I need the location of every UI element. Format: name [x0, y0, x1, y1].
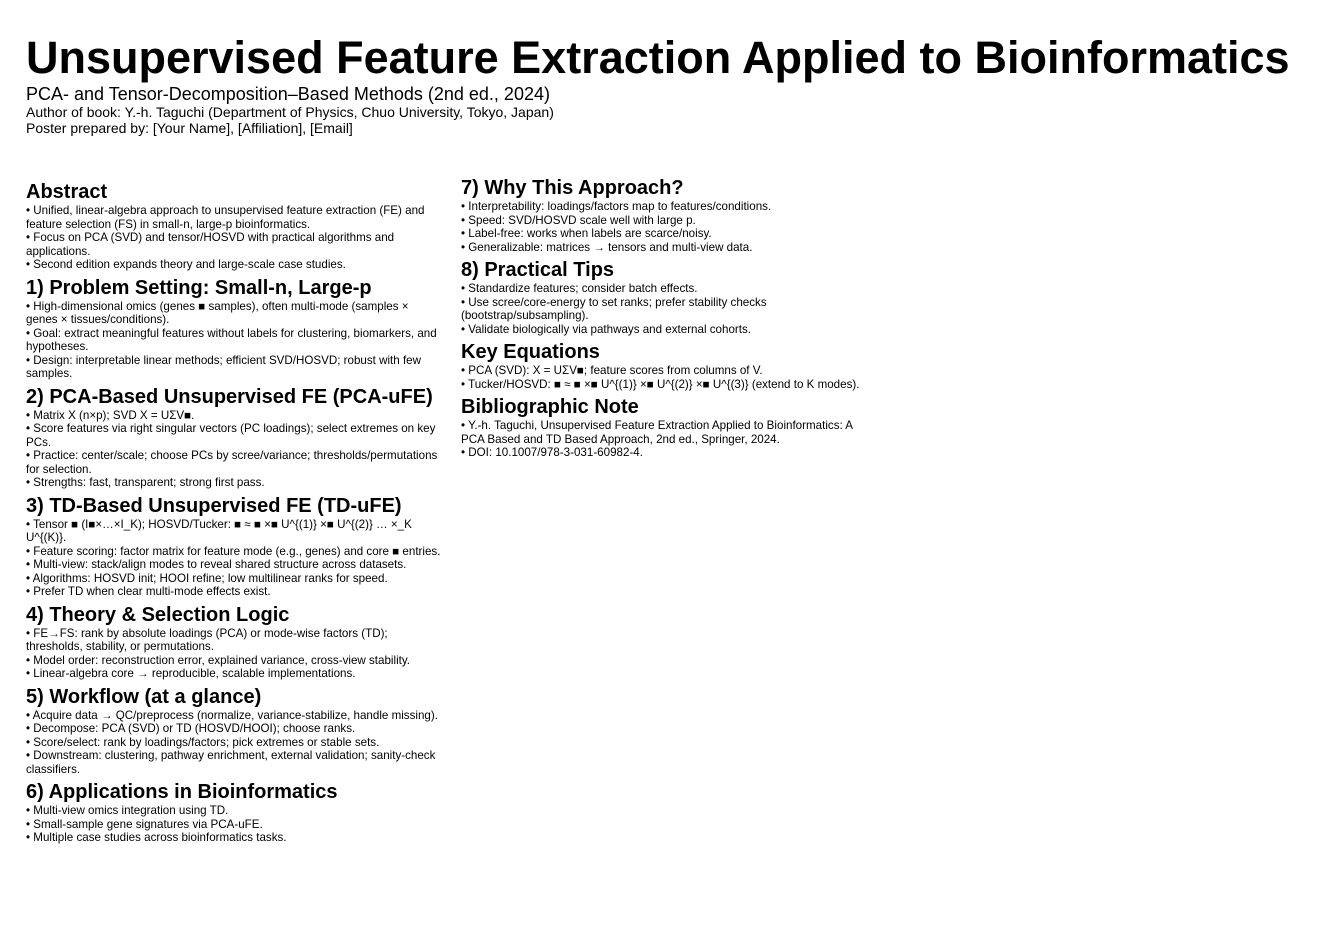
- bullet-item: • Score/select: rank by loadings/factors; pick extremes or stable sets.: [26, 736, 442, 750]
- bullet-item: • Tucker/HOSVD: ■ ≈ ■ ×■ U^{(1)} ×■ U^{(2)} ×■ U^{(3)} (extend to K modes).: [461, 378, 877, 392]
- bullet-item: • Acquire data → QC/preprocess (normalize, variance-stabilize, handle missing).: [26, 709, 442, 723]
- bullet-item: • Prefer TD when clear multi-mode effects exist.: [26, 585, 442, 599]
- section-heading: Bibliographic Note: [461, 396, 639, 418]
- bullet-list: [461, 419, 877, 460]
- section-td-ufe: [26, 496, 442, 599]
- bullet-list: [26, 627, 442, 681]
- section-workflow: [26, 687, 442, 777]
- bullet-item: • Tensor ■ (I■×…×I_K); HOSVD/Tucker: ■ ≈ ■ ×■ U^{(1)} ×■ U^{(2)} … ×_K U^{(K)}.: [26, 518, 442, 545]
- bullet-item: • Validate biologically via pathways and external cohorts.: [461, 323, 877, 337]
- section-heading: 1) Problem Setting: Small-n, Large-p: [26, 276, 372, 299]
- section-heading: 5) Workflow (at a glance): [26, 685, 262, 708]
- bullet-item: • Multi-view omics integration using TD.: [26, 804, 442, 818]
- section-heading: Key Equations: [461, 341, 600, 363]
- bullet-item: • Strengths: fast, transparent; strong first pass.: [26, 476, 442, 490]
- right-column: [461, 178, 877, 466]
- section-heading: 7) Why This Approach?: [461, 177, 684, 199]
- bullet-item: • Practice: center/scale; choose PCs by scree/variance; thresholds/permutations for selection.: [26, 449, 442, 476]
- bullet-item: • Algorithms: HOSVD init; HOOI refine; low multilinear ranks for speed.: [26, 572, 442, 586]
- bullet-item: • Y.-h. Taguchi, Unsupervised Feature Extraction Applied to Bioinformatics: A PCA Based and TD Based Approach, 2nd ed., Springer, 2024.: [461, 419, 877, 446]
- section-heading: 4) Theory & Selection Logic: [26, 603, 290, 626]
- bullet-item: • Standardize features; consider batch effects.: [461, 282, 877, 296]
- bullet-item: • Matrix X (n×p); SVD X = UΣV■.: [26, 409, 442, 423]
- bullet-item: • Goal: extract meaningful features without labels for clustering, biomarkers, and hypotheses.: [26, 327, 442, 354]
- bullet-list: [26, 518, 442, 599]
- bullet-list: [461, 364, 877, 391]
- bullet-list: [26, 409, 442, 490]
- section-practical-tips: [461, 260, 877, 336]
- bullet-item: • Second edition expands theory and large-scale case studies.: [26, 258, 442, 272]
- bullet-item: • Feature scoring: factor matrix for feature mode (e.g., genes) and core ■ entries.: [26, 545, 442, 559]
- poster-title: Unsupervised Feature Extraction Applied to Bioinformatics: [26, 32, 1290, 83]
- section-key-equations: [461, 342, 877, 391]
- bullet-item: • Generalizable: matrices → tensors and multi-view data.: [461, 241, 877, 255]
- bullet-item: • Focus on PCA (SVD) and tensor/HOSVD with practical algorithms and applications.: [26, 231, 442, 258]
- section-why: [461, 178, 877, 254]
- bullet-item: • Multiple case studies across bioinformatics tasks.: [26, 831, 442, 845]
- bullet-item: • Score features via right singular vectors (PC loadings); select extremes on key PCs.: [26, 422, 442, 449]
- bullet-item: • Downstream: clustering, pathway enrichment, external validation; sanity-check classifiers.: [26, 749, 442, 776]
- bullet-list: [461, 282, 877, 336]
- bullet-item: • Model order: reconstruction error, explained variance, cross-view stability.: [26, 654, 442, 668]
- section-heading: Abstract: [26, 181, 108, 203]
- section-applications: [26, 782, 442, 845]
- section-heading: 3) TD-Based Unsupervised FE (TD-uFE): [26, 494, 402, 517]
- bullet-item: • Unified, linear-algebra approach to unsupervised feature extraction (FE) and feature selection (FS) in small-n, large-p bioinformatics.: [26, 204, 442, 231]
- book-author: Author of book: Y.-h. Taguchi (Department of Physics, Chuo University, Tokyo, Japan): [26, 104, 554, 120]
- bullet-list: [26, 709, 442, 777]
- bullet-list: [26, 804, 442, 845]
- bullet-item: • FE→FS: rank by absolute loadings (PCA) or mode-wise factors (TD); thresholds, stability, or permutations.: [26, 627, 442, 654]
- section-heading: 2) PCA-Based Unsupervised FE (PCA-uFE): [26, 385, 433, 408]
- section-abstract: [26, 182, 442, 272]
- section-bibliographic-note: [461, 397, 877, 460]
- bullet-item: • High-dimensional omics (genes ■ samples), often multi-mode (samples × genes × tissues/conditions).: [26, 300, 442, 327]
- bullet-item: • Interpretability: loadings/factors map to features/conditions.: [461, 200, 877, 214]
- section-heading: 6) Applications in Bioinformatics: [26, 781, 338, 803]
- poster-header: [26, 34, 1306, 136]
- bullet-item: • Use scree/core-energy to set ranks; prefer stability checks (bootstrap/subsampling).: [461, 296, 877, 323]
- bullet-item: • Speed: SVD/HOSVD scale well with large p.: [461, 214, 877, 228]
- bullet-item: • PCA (SVD): X = UΣV■; feature scores from columns of V.: [461, 364, 877, 378]
- section-heading: 8) Practical Tips: [461, 259, 615, 281]
- bullet-list: [461, 200, 877, 254]
- section-problem-setting: [26, 278, 442, 381]
- section-theory: [26, 605, 442, 681]
- bullet-item: • Multi-view: stack/align modes to reveal shared structure across datasets.: [26, 558, 442, 572]
- bullet-item: • Small-sample gene signatures via PCA-uFE.: [26, 818, 442, 832]
- section-pca-ufe: [26, 387, 442, 490]
- bullet-item: • Label-free: works when labels are scarce/noisy.: [461, 227, 877, 241]
- bullet-item: • Decompose: PCA (SVD) or TD (HOSVD/HOOI); choose ranks.: [26, 722, 442, 736]
- bullet-item: • Design: interpretable linear methods; efficient SVD/HOSVD; robust with few samples.: [26, 354, 442, 381]
- left-column: [26, 182, 442, 851]
- bullet-list: [26, 300, 442, 381]
- poster-preparer: Poster prepared by: [Your Name], [Affiliation], [Email]: [26, 120, 353, 136]
- poster-subtitle: PCA- and Tensor-Decomposition–Based Methods (2nd ed., 2024): [26, 84, 550, 104]
- bullet-list: [26, 204, 442, 272]
- bullet-item: • DOI: 10.1007/978-3-031-60982-4.: [461, 446, 877, 460]
- bullet-item: • Linear-algebra core → reproducible, scalable implementations.: [26, 667, 442, 681]
